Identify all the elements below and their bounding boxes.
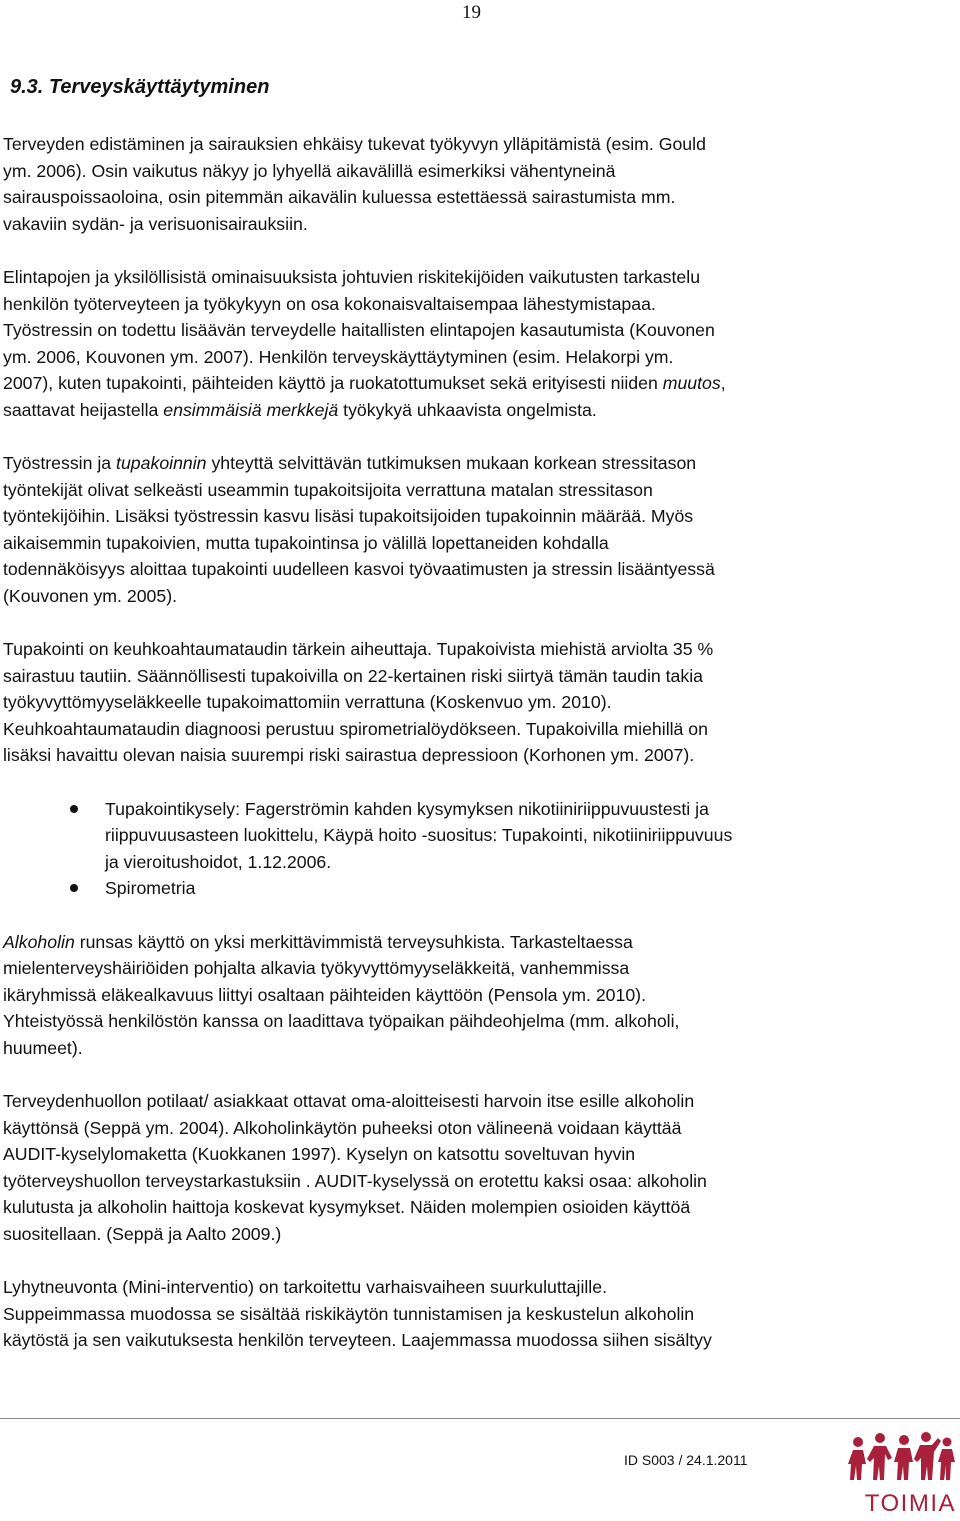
text-line: työntekijöihin. Lisäksi työstressin kasvu lisäsi tupakoitsijoiden tupakoinnin määrää. Myös — [3, 506, 694, 526]
emphasis-text: ensimmäisiä merkkejä — [163, 399, 339, 420]
paragraph-intro — [3, 131, 948, 237]
text-line: sairauspoissaoloina, osin pitemmän aikavälin kuluessa estettäessä sairastumista mm. — [3, 187, 676, 207]
figure-body — [894, 1448, 913, 1480]
text-line: Työstressin on todettu lisäävän terveydelle haitallisten elintapojen kasautumista (Kouvonen — [3, 320, 715, 340]
bullet-icon — [70, 805, 78, 813]
page-number: 19 — [462, 2, 481, 23]
text-line: Lyhytneuvonta (Mini-interventio) on tarkoitettu varhaisvaiheen suurkuluttajille. — [3, 1277, 607, 1297]
figure-body — [867, 1446, 892, 1480]
figure-group — [848, 1432, 955, 1480]
text-line: Tupakointi on keuhkoahtaumataudin tärkein aiheuttaja. Tupakoivista miehistä arviolta 35 % — [3, 639, 714, 659]
text-line: henkilön työterveyteen ja työkykyyn on osa kokonaisvaltaisempaa lähestymistapaa. — [3, 293, 656, 314]
text-run: saattavat heijastella — [3, 399, 164, 420]
text-line: työkyvyttömyyseläkkeelle tupakoimattomiin verrattuna (Koskenvuo ym. 2010). — [3, 692, 612, 712]
text-line — [3, 397, 948, 424]
text-line: Spirometria — [105, 878, 196, 898]
emphasis-text: muutos — [662, 373, 721, 393]
text-line: kulutusta ja alkoholin haittoja koskevat kysymykset. Näiden molempien osioiden käyttöä — [3, 1197, 691, 1217]
text-line: ikäryhmissä eläkealkavuus liittyi osaltaan päihteiden käyttöön (Pensola ym. 2010). — [3, 984, 646, 1005]
paragraph-alcohol — [3, 929, 948, 1062]
bullet-icon — [70, 884, 78, 892]
paragraph-copd — [3, 636, 948, 769]
text-line: suositellaan. (Seppä ja Aalto 2009.) — [3, 1223, 282, 1244]
paragraph-stress-smoking — [3, 450, 948, 609]
text-run: 2007), kuten tupakointi, päihteiden käyttö ja ruokatottumukset sekä erityisesti niiden — [3, 373, 663, 393]
paragraph-lifestyle — [3, 264, 948, 423]
text-run: , — [720, 373, 726, 393]
text-line: työterveyshuollon terveystarkastuksiin . AUDIT-kyselyssä on erotettu kaksi osaa: alkoholin — [3, 1170, 707, 1191]
text-line: Suppeimmassa muodossa se sisältää riskikäytön tunnistamisen ja keskustelun alkoholin — [3, 1303, 695, 1324]
footer-divider — [0, 1418, 960, 1419]
text-run: runsas käyttö on yksi merkittävimmistä terveysuhkista. Tarkasteltaessa — [74, 931, 633, 952]
text-line: käyttönsä (Seppä ym. 2004). Alkoholinkäytön puheeksi oton välineenä voidaan käyttää — [3, 1117, 682, 1138]
text-line: todennäköisyys aloittaa tupakointi uudelleen kasvoi työvaatimusten ja stressin lisääntyessä — [3, 559, 715, 579]
figure-head — [875, 1433, 885, 1443]
text-run: yhteyttä selvittävän tutkimuksen mukaan korkean stressitason — [206, 453, 697, 473]
emphasis-text: tupakoinnin — [116, 453, 207, 473]
text-line: Yhteistyössä henkilöstön kanssa on laadittava työpaikan päihdeohjelma (mm. alkoholi, — [3, 1011, 680, 1031]
text-line: Tupakointikysely: Fagerströmin kahden kysymyksen nikotiiniriippuvuustesti ja — [105, 798, 709, 819]
figure-body — [914, 1438, 941, 1480]
people-figures-icon — [820, 1428, 960, 1490]
figure-head — [899, 1435, 909, 1445]
text-line — [3, 370, 948, 397]
text-line: mielenterveyshäiriöiden pohjalta alkavia työkyvyttömyyseläkkeitä, vanhemmissa — [3, 958, 630, 978]
text-line: aikaisemmin tupakoivien, mutta tupakointinsa jo välillä lopettaneiden kohdalla — [3, 532, 609, 553]
text-line: (Kouvonen ym. 2005). — [3, 585, 178, 606]
figure-head — [943, 1438, 952, 1447]
text-run: työkykyä uhkaavista ongelmista. — [338, 399, 597, 420]
text-line: työntekijät olivat selkeästi useammin tupakoitsijoita verrattuna matalan stressitason — [3, 479, 653, 500]
text-line: AUDIT-kyselylomaketta (Kuokkanen 1997). Kyselyn on katsottu soveltuvan hyvin — [3, 1144, 636, 1164]
logo-wordmark: TOIMIA — [864, 1490, 956, 1517]
text-line: Terveyden edistäminen ja sairauksien ehkäisy tukevat työkyvyn ylläpitämistä (esim. Gould — [3, 134, 706, 154]
text-line: riippuvuusasteen luokittelu, Käypä hoito -suositus: Tupakointi, nikotiiniriippuvuus — [105, 825, 733, 845]
list-item — [3, 796, 948, 876]
text-line: ym. 2006). Osin vaikutus näkyy jo lyhyellä aikavälillä esimerkiksi vähentyneinä — [3, 160, 616, 181]
text-line: Terveydenhuollon potilaat/ asiakkaat ottavat oma-aloitteisesti harvoin itse esille alkoholin — [3, 1091, 695, 1111]
text-line: lisäksi havaittu olevan naisia suurempi riski sairastua depressioon (Korhonen ym. 2007). — [3, 745, 695, 765]
text-line: Keuhkoahtaumataudin diagnoosi perustuu spirometrialöydökseen. Tupakoivilla miehillä on — [3, 718, 708, 739]
text-line: ym. 2006, Kouvonen ym. 2007). Henkilön terveyskäyttäytyminen (esim. Helakorpi ym. — [3, 346, 674, 367]
figure-body — [848, 1450, 866, 1480]
document-id: ID S003 / 24.1.2011 — [624, 1452, 748, 1468]
figure-head — [921, 1432, 931, 1442]
list-item — [3, 875, 948, 902]
paragraph-mini-intervention — [3, 1274, 948, 1354]
paragraph-audit — [3, 1088, 948, 1247]
text-line: vakaviin sydän- ja verisuonisairauksiin. — [3, 213, 308, 234]
text-line — [3, 450, 948, 477]
figure-body — [938, 1449, 955, 1480]
toimia-logo — [820, 1428, 960, 1521]
emphasis-text: Alkoholin — [3, 931, 75, 952]
text-line: Elintapojen ja yksilöllisistä ominaisuuksista johtuvien riskitekijöiden vaikutusten tarkastelu — [3, 267, 701, 287]
text-line: ja vieroitushoidot, 1.12.2006. — [105, 851, 332, 872]
text-run: Työstressin ja — [3, 453, 117, 473]
text-line: huumeet). — [3, 1037, 83, 1058]
figure-head — [853, 1437, 863, 1447]
bullet-list — [3, 796, 948, 902]
document-body — [3, 131, 948, 1381]
section-heading: 9.3. Terveyskäyttäytyminen — [10, 76, 270, 98]
text-line: käytöstä ja sen vaikutuksesta henkilön terveyteen. Laajemmassa muodossa siihen sisältyy — [3, 1330, 712, 1350]
text-line — [3, 929, 948, 956]
text-line: sairastuu tautiin. Säännöllisesti tupakoivilla on 22-kertainen riski siirtyä tämän taudin takia — [3, 665, 704, 686]
